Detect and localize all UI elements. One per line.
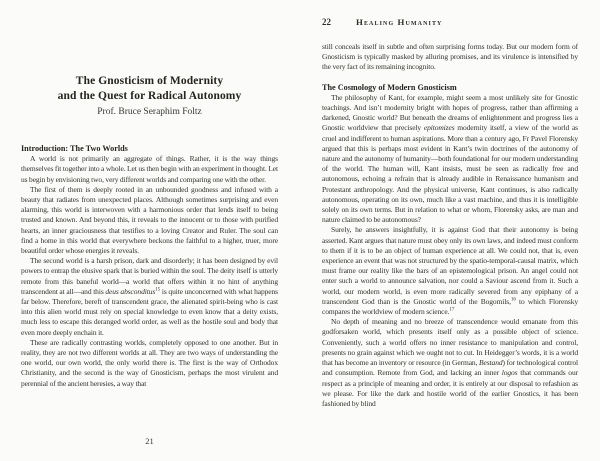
body-paragraph: These are radically contrasting worlds, completely opposed to one another. But in reality, they are not two different worlds at all. They are two ways of understanding the one world, our own world, the only world there is. The first is the way of Orthodox Christianity, and the second is the way of Gnosticism, perhaps the most virulent and perennial of the ancient heresies, a way that <box>21 337 278 388</box>
body-paragraph: No depth of meaning and no breeze of transcendence would emanate from this godforsaken world, which presents itself only as a possible object of science. Conveniently, such a world offers no inner resistance to manipulation and control, presents no grain against which we ought not to cut. In Heidegger’s words, it is a world that has become an inventory or resource (in German, Bestand) for technological control and consumption. Remote from God, and lacking an inner logos that commands our respect as a principle of meaning and order, it is entirely at our disposal to refashion as we please. For like the dark and hostile world of the earlier Gnostics, it has been fashioned by blind <box>322 317 578 408</box>
left-page-body <box>21 154 278 389</box>
page-number-left: 21 <box>145 436 154 446</box>
section-heading-cosmology: The Cosmology of Modern Gnosticism <box>322 82 457 92</box>
body-paragraph: A world is not primarily an aggregate of things. Rather, it is the way things themselves fit together into a whole. Let us then begin with an experiment in thought. Let us begin by envisioning two, very different worlds and comparing one with the other. <box>21 154 278 184</box>
running-header <box>322 17 578 27</box>
right-page-opening-body <box>322 42 578 73</box>
chapter-title-line2: and the Quest for Radical Autonomy <box>57 89 242 102</box>
body-paragraph: still conceals itself in subtle and often surprising forms today. But our modern form of Gnosticism is typically masked by alluring promises, and its virulence is intensified by the very fact of its remaining incognito. <box>322 42 578 72</box>
chapter-author: Prof. Bruce Seraphim Foltz <box>97 107 202 117</box>
page-21 <box>21 0 278 461</box>
folio-number: 22 <box>322 17 331 27</box>
section-heading-introduction: Introduction: The Two Worlds <box>21 144 128 153</box>
running-title: Healing Humanity <box>356 17 443 27</box>
chapter-title-line1: The Gnosticism of Modernity <box>75 75 224 87</box>
page-22 <box>322 0 578 461</box>
body-paragraph: The second world is a harsh prison, dark and disorderly; it has been designed by evil powers to entrap the elusive spark that is buried within the soul. The deity itself is utterly remote from this baneful world—a world that offers within it no hint of anything transcendent at all—and this deus absconditus$^{15}$ is quite unconcerned with what happens far below. Therefore, bereft of transcendent grace, the alienated spirit-being who is cast into this alien world must rely on special knowledge to even know that a deity exists, much less to escape this deranged world order, as well as the hostile soul and body that even more deeply enchain it. <box>21 256 278 337</box>
body-paragraph: The first of them is deeply rooted in an unbounded goodness and infused with a beauty that radiates from unexpected places. Although sometimes surprising and even alarming, this world is interwoven with a harmonious order that lends itself to being trusted and known. And beyond this, it reveals to the innocent or to those with purified hearts, an inner graciousness that testifies to a loving Creator and Ruler. The soul can find a home in this world that everywhere beckons the faithful to a higher, truer, more beautiful order whose energies it reveals. <box>21 184 278 256</box>
body-paragraph: The philosophy of Kant, for example, might seem a most unlikely site for Gnostic teachings. And isn’t modernity bright with hopes of progress, rather than affirming a darkened, Gnostic world? But beneath the dreams of enlightenment and progress lies a Gnostic worldview that precisely epitomizes modernity itself, a view of the world as cruel and indifferent to human aspirations. More than a century ago, Fr Pavel Florensky argued that this is perhaps most evident in Kant’s twin doctrines of the autonomy of nature and the autonomy of humanity—both foundational for our modern understanding of the world. The human will, Kant insists, must be seen as radically free and autonomous, echoing a refrain that is already audible in Renaissance humanism and Protestant anthropology. And the physical universe, Kant continues, is also radically autonomous, operating on its own, much like a vast machine, and thus it is intelligible solely on its own terms. But in relation to what or whom, Florensky asks, are man and nature claimed to be autonomous? <box>322 92 579 225</box>
body-paragraph: Surely, he answers insightfully, it is against God that their autonomy is being asserted. Kant argues that nature must obey only its own laws, and indeed must conform to them if it is to be an object of human experience at all. We could not, that is, even experience an event that was not structured by the spatio-temporal-causal matrix, which must frame our reality like the bars of an epistemological prison. An angel could not enter such a world to announce salvation, nor could a Saviour ascend from it. Such a world, our modern world, is even more radically severed from any epiphany of a transcendent God than is the Gnostic world of the Bogomils,$^{16}$ to which Florensky compares the worldview of modern science.$^{17}$ <box>322 225 578 317</box>
right-page-body <box>322 93 578 409</box>
chapter-title-block <box>21 74 278 117</box>
